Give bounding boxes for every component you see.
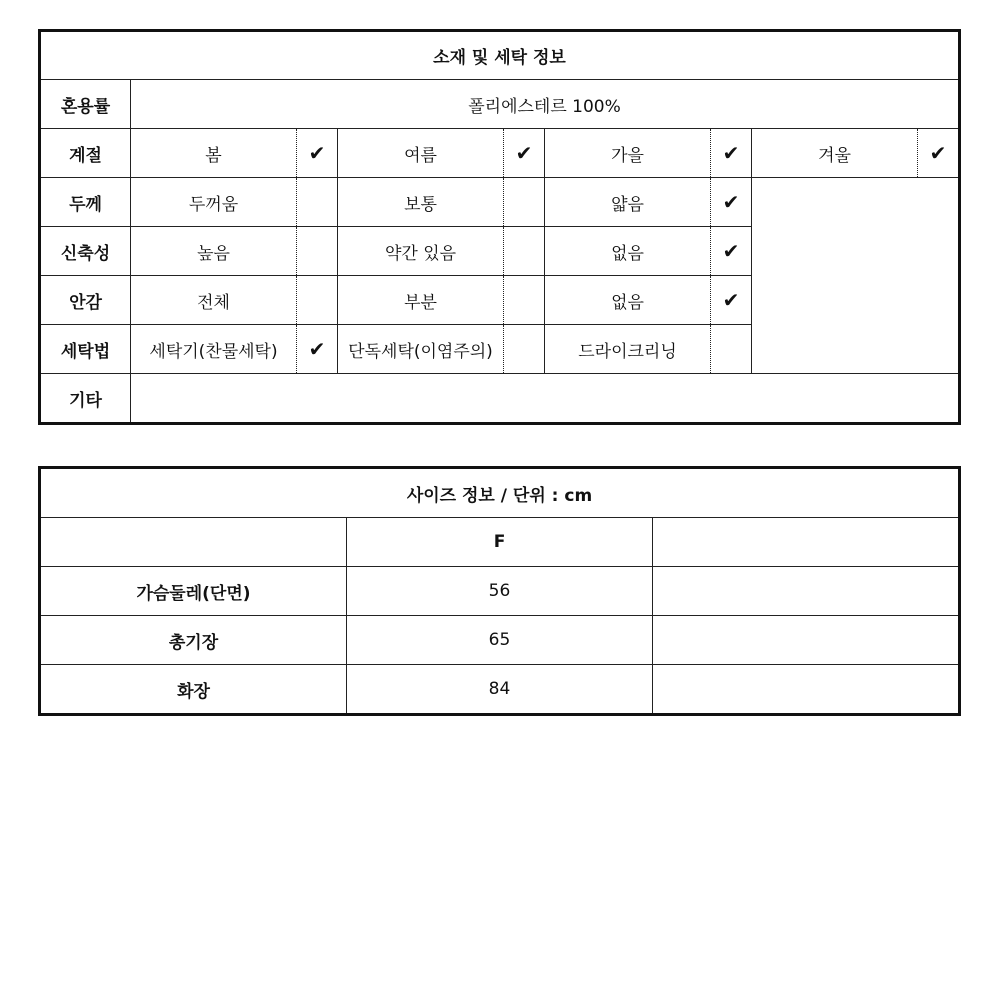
size-header-extra xyxy=(653,518,960,567)
checkmark-icon xyxy=(711,325,752,374)
measure-label: 화장 xyxy=(40,665,347,715)
row-label: 두께 xyxy=(40,178,131,227)
checkmark-icon xyxy=(504,227,545,276)
option-label: 얇음 xyxy=(545,178,711,227)
checkmark-icon xyxy=(297,227,338,276)
table-row xyxy=(40,665,960,715)
checkmark-icon: ✔ xyxy=(711,129,752,178)
measure-extra xyxy=(653,665,960,715)
table-row xyxy=(40,567,960,616)
size-table-title: 사이즈 정보 / 단위 : cm xyxy=(40,468,960,518)
empty-cell xyxy=(752,178,960,374)
option-label: 두꺼움 xyxy=(131,178,297,227)
table-row xyxy=(40,616,960,665)
option-label: 여름 xyxy=(338,129,504,178)
checkmark-icon xyxy=(297,276,338,325)
row-label: 안감 xyxy=(40,276,131,325)
checkmark-icon: ✔ xyxy=(918,129,960,178)
option-label: 없음 xyxy=(545,276,711,325)
option-label: 세탁기(찬물세탁) xyxy=(131,325,297,374)
option-label: 약간 있음 xyxy=(338,227,504,276)
checkmark-icon xyxy=(504,325,545,374)
size-header-label xyxy=(40,518,347,567)
option-label: 봄 xyxy=(131,129,297,178)
checkmark-icon: ✔ xyxy=(297,325,338,374)
checkmark-icon: ✔ xyxy=(711,227,752,276)
checkmark-icon: ✔ xyxy=(297,129,338,178)
measure-extra xyxy=(653,567,960,616)
composition-label: 혼용률 xyxy=(40,80,131,129)
option-label: 부분 xyxy=(338,276,504,325)
checkmark-icon: ✔ xyxy=(711,178,752,227)
checkmark-icon xyxy=(504,276,545,325)
etc-value xyxy=(131,374,960,424)
checkmark-icon: ✔ xyxy=(504,129,545,178)
measure-value: 65 xyxy=(347,616,653,665)
size-info-table xyxy=(38,466,961,716)
material-care-table xyxy=(38,29,961,425)
option-label: 단독세탁(이염주의) xyxy=(338,325,504,374)
checkmark-icon xyxy=(504,178,545,227)
size-header-f: F xyxy=(347,518,653,567)
composition-value: 폴리에스테르 100% xyxy=(131,80,960,129)
option-label: 겨울 xyxy=(752,129,918,178)
row-label: 신축성 xyxy=(40,227,131,276)
season-row xyxy=(40,129,960,178)
measure-value: 56 xyxy=(347,567,653,616)
option-label: 없음 xyxy=(545,227,711,276)
option-label: 가을 xyxy=(545,129,711,178)
checkmark-icon: ✔ xyxy=(711,276,752,325)
row-label: 계절 xyxy=(40,129,131,178)
option-label: 높음 xyxy=(131,227,297,276)
option-label: 보통 xyxy=(338,178,504,227)
row-label: 세탁법 xyxy=(40,325,131,374)
size-header-row xyxy=(40,518,960,567)
option-label: 전체 xyxy=(131,276,297,325)
measure-label: 총기장 xyxy=(40,616,347,665)
thickness-row xyxy=(40,178,960,227)
material-table-title: 소재 및 세탁 정보 xyxy=(40,31,960,80)
measure-extra xyxy=(653,616,960,665)
option-label: 드라이크리닝 xyxy=(545,325,711,374)
etc-label: 기타 xyxy=(40,374,131,424)
checkmark-icon xyxy=(297,178,338,227)
measure-label: 가슴둘레(단면) xyxy=(40,567,347,616)
measure-value: 84 xyxy=(347,665,653,715)
